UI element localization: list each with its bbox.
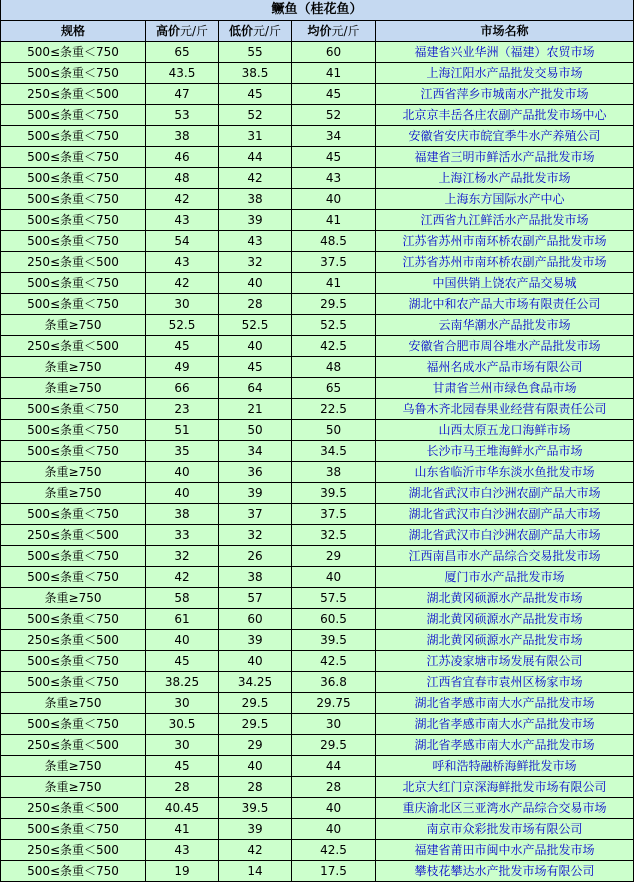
avg-price-cell: 60.5 <box>292 609 376 630</box>
high-price-cell: 38 <box>146 126 219 147</box>
low-price-cell: 29.5 <box>219 693 292 714</box>
avg-price-cell: 42.5 <box>292 840 376 861</box>
market-name-cell: 上海东方国际水产中心 <box>376 189 634 210</box>
table-row <box>1 840 634 861</box>
market-name-cell: 江西南昌市水产品综合交易批发市场 <box>376 546 634 567</box>
avg-price-cell: 39.5 <box>292 483 376 504</box>
table-row <box>1 63 634 84</box>
header-row <box>1 21 634 42</box>
market-name-cell: 山东省临沂市华东淡水鱼批发市场 <box>376 462 634 483</box>
high-price-cell: 43 <box>146 252 219 273</box>
market-name-cell: 福建省三明市鲜活水产品批发市场 <box>376 147 634 168</box>
market-name-cell: 南京市众彩批发市场有限公司 <box>376 819 634 840</box>
avg-price-cell: 52.5 <box>292 315 376 336</box>
header-high-price <box>146 21 219 42</box>
high-price-cell: 66 <box>146 378 219 399</box>
title-row <box>1 0 634 21</box>
avg-price-cell: 41 <box>292 273 376 294</box>
avg-price-cell: 22.5 <box>292 399 376 420</box>
low-price-cell: 36 <box>219 462 292 483</box>
market-name-cell: 呼和浩特融桥海鲜批发市场 <box>376 756 634 777</box>
high-price-cell: 45 <box>146 336 219 357</box>
avg-price-cell: 41 <box>292 210 376 231</box>
low-price-cell: 52.5 <box>219 315 292 336</box>
avg-price-cell: 17.5 <box>292 861 376 882</box>
spec-cell: 条重≥750 <box>1 756 146 777</box>
spec-cell: 500≤条重＜750 <box>1 420 146 441</box>
avg-price-cell: 39.5 <box>292 630 376 651</box>
avg-price-cell: 32.5 <box>292 525 376 546</box>
market-name-cell: 湖北省武汉市白沙洲农副产品大市场 <box>376 504 634 525</box>
spec-cell: 500≤条重＜750 <box>1 714 146 735</box>
table-row <box>1 798 634 819</box>
market-name-cell: 山西太原五龙口海鲜市场 <box>376 420 634 441</box>
market-name-cell: 江西省宜春市袁州区杨家市场 <box>376 672 634 693</box>
table-row <box>1 756 634 777</box>
avg-price-cell: 43 <box>292 168 376 189</box>
table-row <box>1 819 634 840</box>
table-row <box>1 336 634 357</box>
table-row <box>1 231 634 252</box>
low-price-cell: 26 <box>219 546 292 567</box>
avg-price-cell: 40 <box>292 798 376 819</box>
low-price-cell: 40 <box>219 756 292 777</box>
low-price-cell: 39 <box>219 630 292 651</box>
low-price-cell: 38.5 <box>219 63 292 84</box>
high-price-cell: 45 <box>146 651 219 672</box>
low-price-cell: 64 <box>219 378 292 399</box>
low-price-cell: 32 <box>219 525 292 546</box>
low-price-cell: 31 <box>219 126 292 147</box>
market-name-cell: 厦门市水产品批发市场 <box>376 567 634 588</box>
spec-cell: 250≤条重＜500 <box>1 798 146 819</box>
table-row <box>1 693 634 714</box>
market-name-cell: 江西省九江鲜活水产品批发市场 <box>376 210 634 231</box>
market-name-cell: 甘肃省兰州市绿色食品市场 <box>376 378 634 399</box>
low-price-cell: 40 <box>219 651 292 672</box>
spec-cell: 500≤条重＜750 <box>1 42 146 63</box>
spec-cell: 500≤条重＜750 <box>1 609 146 630</box>
low-price-cell: 38 <box>219 567 292 588</box>
avg-price-cell: 45 <box>292 84 376 105</box>
high-price-cell: 47 <box>146 84 219 105</box>
high-price-cell: 65 <box>146 42 219 63</box>
table-row <box>1 525 634 546</box>
spec-cell: 条重≥750 <box>1 315 146 336</box>
table-row <box>1 672 634 693</box>
high-price-cell: 53 <box>146 105 219 126</box>
low-price-cell: 39 <box>219 483 292 504</box>
spec-cell: 500≤条重＜750 <box>1 294 146 315</box>
low-price-cell: 42 <box>219 840 292 861</box>
market-name-cell: 湖北省武汉市白沙洲农副产品大市场 <box>376 525 634 546</box>
avg-price-cell: 45 <box>292 147 376 168</box>
header-spec: 规格 <box>1 21 146 42</box>
high-price-cell: 49 <box>146 357 219 378</box>
spec-cell: 500≤条重＜750 <box>1 168 146 189</box>
spec-cell: 500≤条重＜750 <box>1 63 146 84</box>
table-title: 鳜鱼（桂花鱼） <box>1 0 634 21</box>
high-price-cell: 30 <box>146 735 219 756</box>
low-price-cell: 21 <box>219 399 292 420</box>
spec-cell: 250≤条重＜500 <box>1 84 146 105</box>
high-price-cell: 38 <box>146 504 219 525</box>
avg-price-cell: 40 <box>292 819 376 840</box>
high-price-cell: 42 <box>146 189 219 210</box>
table-row <box>1 609 634 630</box>
table-row <box>1 777 634 798</box>
high-price-cell: 40.45 <box>146 798 219 819</box>
table-row <box>1 399 634 420</box>
high-price-cell: 40 <box>146 630 219 651</box>
high-price-cell: 51 <box>146 420 219 441</box>
table-row <box>1 630 634 651</box>
low-price-cell: 44 <box>219 147 292 168</box>
market-name-cell: 湖北黄冈硕源水产品批发市场 <box>376 609 634 630</box>
avg-price-cell: 60 <box>292 42 376 63</box>
low-price-cell: 42 <box>219 168 292 189</box>
avg-price-cell: 37.5 <box>292 504 376 525</box>
table-body <box>1 42 634 882</box>
high-price-cell: 30 <box>146 693 219 714</box>
spec-cell: 500≤条重＜750 <box>1 126 146 147</box>
spec-cell: 条重≥750 <box>1 462 146 483</box>
spec-cell: 条重≥750 <box>1 357 146 378</box>
market-name-cell: 攀枝花攀达水产批发市场有限公司 <box>376 861 634 882</box>
spec-cell: 500≤条重＜750 <box>1 210 146 231</box>
avg-price-cell: 28 <box>292 777 376 798</box>
low-price-cell: 32 <box>219 252 292 273</box>
high-price-cell: 43 <box>146 840 219 861</box>
market-name-cell: 湖北省孝感市南大水产品批发市场 <box>376 693 634 714</box>
spec-cell: 500≤条重＜750 <box>1 546 146 567</box>
avg-price-cell: 29.5 <box>292 735 376 756</box>
low-price-cell: 39.5 <box>219 798 292 819</box>
market-name-cell: 湖北中和农产品大市场有限责任公司 <box>376 294 634 315</box>
table-row <box>1 441 634 462</box>
spec-cell: 250≤条重＜500 <box>1 735 146 756</box>
table-row <box>1 294 634 315</box>
high-price-cell: 30 <box>146 294 219 315</box>
avg-price-cell: 44 <box>292 756 376 777</box>
market-name-cell: 福建省兴业华洲（福建）农贸市场 <box>376 42 634 63</box>
market-name-cell: 福建省莆田市闽中水产品批发市场 <box>376 840 634 861</box>
low-price-cell: 34.25 <box>219 672 292 693</box>
high-price-cell: 43 <box>146 210 219 231</box>
table-row <box>1 315 634 336</box>
spec-cell: 500≤条重＜750 <box>1 672 146 693</box>
high-price-cell: 52.5 <box>146 315 219 336</box>
low-price-cell: 34 <box>219 441 292 462</box>
header-low-label: 低价 <box>228 24 253 38</box>
low-price-cell: 40 <box>219 336 292 357</box>
low-price-cell: 60 <box>219 609 292 630</box>
spec-cell: 500≤条重＜750 <box>1 567 146 588</box>
low-price-cell: 29.5 <box>219 714 292 735</box>
table-row <box>1 189 634 210</box>
low-price-cell: 43 <box>219 231 292 252</box>
market-name-cell: 长沙市马王堆海鲜水产品市场 <box>376 441 634 462</box>
market-name-cell: 湖北黄冈硕源水产品批发市场 <box>376 588 634 609</box>
spec-cell: 250≤条重＜500 <box>1 630 146 651</box>
low-price-cell: 45 <box>219 84 292 105</box>
header-avg-price <box>292 21 376 42</box>
market-name-cell: 云南华潮水产品批发市场 <box>376 315 634 336</box>
table-row <box>1 105 634 126</box>
avg-price-cell: 40 <box>292 189 376 210</box>
table-row <box>1 273 634 294</box>
table-row <box>1 168 634 189</box>
market-name-cell: 湖北省孝感市南大水产品批发市场 <box>376 735 634 756</box>
high-price-cell: 38.25 <box>146 672 219 693</box>
low-price-cell: 37 <box>219 504 292 525</box>
table-row <box>1 252 634 273</box>
market-name-cell: 重庆渝北区三亚湾水产品综合交易市场 <box>376 798 634 819</box>
table-row <box>1 651 634 672</box>
spec-cell: 条重≥750 <box>1 777 146 798</box>
market-name-cell: 上海江杨水产品批发市场 <box>376 168 634 189</box>
avg-price-cell: 41 <box>292 63 376 84</box>
header-market: 市场名称 <box>376 21 634 42</box>
table-row <box>1 357 634 378</box>
spec-cell: 条重≥750 <box>1 378 146 399</box>
avg-price-cell: 57.5 <box>292 588 376 609</box>
low-price-cell: 50 <box>219 420 292 441</box>
spec-cell: 500≤条重＜750 <box>1 273 146 294</box>
high-price-cell: 33 <box>146 525 219 546</box>
table-row <box>1 462 634 483</box>
spec-cell: 250≤条重＜500 <box>1 252 146 273</box>
high-price-cell: 41 <box>146 819 219 840</box>
spec-cell: 条重≥750 <box>1 588 146 609</box>
table-row <box>1 861 634 882</box>
market-name-cell: 江苏省苏州市南环桥农副产品批发市场 <box>376 231 634 252</box>
spec-cell: 500≤条重＜750 <box>1 105 146 126</box>
market-name-cell: 湖北省武汉市白沙洲农副产品大市场 <box>376 483 634 504</box>
low-price-cell: 55 <box>219 42 292 63</box>
low-price-cell: 29 <box>219 735 292 756</box>
spec-cell: 500≤条重＜750 <box>1 861 146 882</box>
avg-price-cell: 42.5 <box>292 336 376 357</box>
table-row <box>1 210 634 231</box>
table-row <box>1 567 634 588</box>
high-price-cell: 28 <box>146 777 219 798</box>
market-name-cell: 北京大红门京深海鲜批发市场有限公司 <box>376 777 634 798</box>
high-price-cell: 42 <box>146 567 219 588</box>
table-row <box>1 546 634 567</box>
market-name-cell: 江苏凌家塘市场发展有限公司 <box>376 651 634 672</box>
market-name-cell: 湖北省孝感市南大水产品批发市场 <box>376 714 634 735</box>
avg-price-cell: 36.8 <box>292 672 376 693</box>
avg-price-cell: 34.5 <box>292 441 376 462</box>
spec-cell: 500≤条重＜750 <box>1 441 146 462</box>
market-name-cell: 福州名成水产品市场有限公司 <box>376 357 634 378</box>
market-name-cell: 上海江阳水产品批发交易市场 <box>376 63 634 84</box>
high-price-cell: 48 <box>146 168 219 189</box>
table-row <box>1 420 634 441</box>
avg-price-cell: 29 <box>292 546 376 567</box>
table-row <box>1 483 634 504</box>
high-price-cell: 45 <box>146 756 219 777</box>
avg-price-cell: 42.5 <box>292 651 376 672</box>
high-price-cell: 54 <box>146 231 219 252</box>
avg-price-cell: 29.75 <box>292 693 376 714</box>
spec-cell: 条重≥750 <box>1 483 146 504</box>
low-price-cell: 40 <box>219 273 292 294</box>
spec-cell: 500≤条重＜750 <box>1 231 146 252</box>
spec-cell: 250≤条重＜500 <box>1 336 146 357</box>
header-high-label: 高价 <box>155 24 180 38</box>
table-row <box>1 714 634 735</box>
spec-cell: 500≤条重＜750 <box>1 819 146 840</box>
spec-cell: 条重≥750 <box>1 693 146 714</box>
high-price-cell: 42 <box>146 273 219 294</box>
avg-price-cell: 29.5 <box>292 294 376 315</box>
table-row <box>1 735 634 756</box>
market-name-cell: 江苏省苏州市南环桥农副产品批发市场 <box>376 252 634 273</box>
avg-price-cell: 52 <box>292 105 376 126</box>
high-price-cell: 35 <box>146 441 219 462</box>
low-price-cell: 45 <box>219 357 292 378</box>
header-low-unit: 元/斤 <box>252 24 282 38</box>
high-price-cell: 40 <box>146 462 219 483</box>
spec-cell: 250≤条重＜500 <box>1 525 146 546</box>
low-price-cell: 38 <box>219 189 292 210</box>
table-row <box>1 147 634 168</box>
market-name-cell: 江西省萍乡市城南水产批发市场 <box>376 84 634 105</box>
high-price-cell: 46 <box>146 147 219 168</box>
avg-price-cell: 37.5 <box>292 252 376 273</box>
spec-cell: 500≤条重＜750 <box>1 147 146 168</box>
high-price-cell: 32 <box>146 546 219 567</box>
avg-price-cell: 65 <box>292 378 376 399</box>
low-price-cell: 14 <box>219 861 292 882</box>
high-price-cell: 58 <box>146 588 219 609</box>
table-row <box>1 588 634 609</box>
spec-cell: 500≤条重＜750 <box>1 504 146 525</box>
header-avg-unit: 元/斤 <box>331 24 360 38</box>
market-name-cell: 安徽省合肥市周谷堆水产品批发市场 <box>376 336 634 357</box>
table-row <box>1 504 634 525</box>
low-price-cell: 39 <box>219 819 292 840</box>
spec-cell: 500≤条重＜750 <box>1 651 146 672</box>
avg-price-cell: 50 <box>292 420 376 441</box>
table-row <box>1 378 634 399</box>
low-price-cell: 57 <box>219 588 292 609</box>
high-price-cell: 23 <box>146 399 219 420</box>
market-name-cell: 湖北黄冈硕源水产品批发市场 <box>376 630 634 651</box>
header-high-unit: 元/斤 <box>179 24 209 38</box>
table-row <box>1 42 634 63</box>
high-price-cell: 61 <box>146 609 219 630</box>
high-price-cell: 30.5 <box>146 714 219 735</box>
avg-price-cell: 38 <box>292 462 376 483</box>
market-name-cell: 乌鲁木齐北园春果业经营有限责任公司 <box>376 399 634 420</box>
market-name-cell: 中国供销上饶农产品交易城 <box>376 273 634 294</box>
avg-price-cell: 48.5 <box>292 231 376 252</box>
table-row <box>1 126 634 147</box>
avg-price-cell: 40 <box>292 567 376 588</box>
low-price-cell: 39 <box>219 210 292 231</box>
high-price-cell: 43.5 <box>146 63 219 84</box>
spec-cell: 500≤条重＜750 <box>1 399 146 420</box>
table-row <box>1 84 634 105</box>
low-price-cell: 52 <box>219 105 292 126</box>
market-name-cell: 北京京丰岳各庄农副产品批发市场中心 <box>376 105 634 126</box>
spec-cell: 500≤条重＜750 <box>1 189 146 210</box>
low-price-cell: 28 <box>219 294 292 315</box>
low-price-cell: 28 <box>219 777 292 798</box>
header-low-price <box>219 21 292 42</box>
avg-price-cell: 30 <box>292 714 376 735</box>
spec-cell: 250≤条重＜500 <box>1 840 146 861</box>
avg-price-cell: 48 <box>292 357 376 378</box>
header-avg-label: 均价 <box>307 24 332 38</box>
market-name-cell: 安徽省安庆市皖宜季牛水产养殖公司 <box>376 126 634 147</box>
high-price-cell: 19 <box>146 861 219 882</box>
avg-price-cell: 34 <box>292 126 376 147</box>
high-price-cell: 40 <box>146 483 219 504</box>
